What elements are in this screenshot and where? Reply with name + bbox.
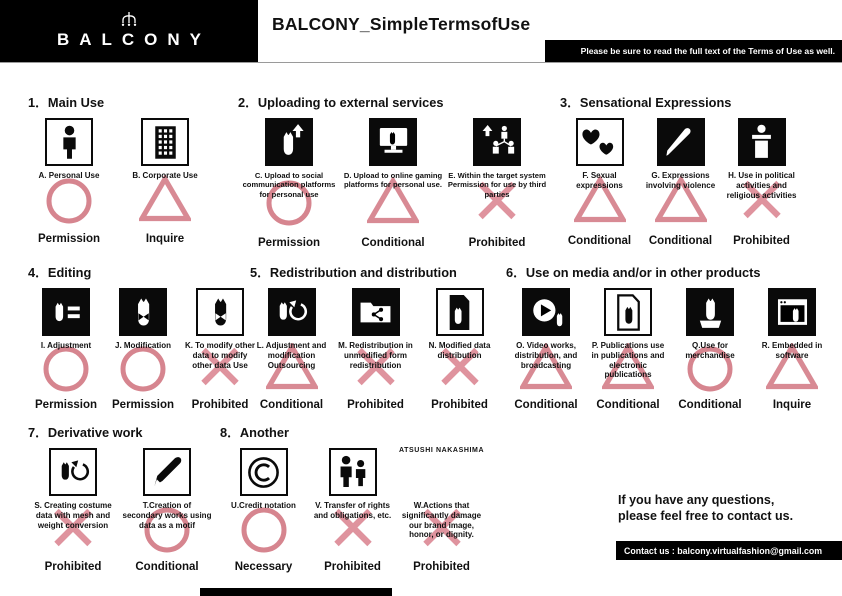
item-label: Q.Use for merchandise [685, 341, 735, 360]
section-2 [238, 92, 550, 249]
item-label: L. Adjustment and modification Outsourcing [256, 341, 327, 370]
section-title: 8．Another [220, 425, 289, 440]
item-label: F. Sexual expressions [576, 171, 623, 190]
status-label: Permission [258, 237, 320, 249]
item-label: E. Within the target system Permission for use by third parties [447, 171, 547, 199]
term-item-V [309, 448, 396, 573]
monitor-cat-icon [369, 118, 417, 166]
item-label: G. Expressions involving violence [645, 171, 716, 190]
status-label: Prohibited [468, 237, 526, 249]
item-label: C. Upload to social communication platforms for personal use [242, 171, 336, 199]
term-item-E [446, 118, 548, 249]
section-title: 1．Main Use [28, 95, 105, 110]
status-label: Conditional [678, 399, 742, 411]
status-label: Conditional [259, 399, 324, 411]
people-icon [329, 448, 377, 496]
item-label: W.Actions that significantly damage our brand image, honor, or dignity. [401, 501, 482, 540]
section-title: 2．Uploading to external services [238, 95, 444, 110]
term-item-M [334, 288, 417, 411]
status-label: Prohibited [191, 399, 249, 411]
term-item-P [588, 288, 668, 411]
cat-bow-dark-icon [119, 288, 167, 336]
item-label: T.Creation of secondary works using data as a motif [122, 501, 212, 530]
item-label: V. Transfer of rights and obligations, etc. [313, 501, 392, 520]
term-item-N [418, 288, 501, 411]
item-label: R. Embedded in software [761, 341, 823, 360]
cat-recycle-dark-icon [268, 288, 316, 336]
contact-block [618, 492, 793, 525]
doc-cat-light-icon [436, 288, 484, 336]
status-label: Conditional [596, 399, 660, 411]
window-cat-icon [768, 288, 816, 336]
credit-text: ATSUSHI NAKASHIMA [399, 447, 485, 454]
status-label: Conditional [135, 561, 199, 573]
status-label: Conditional [361, 237, 425, 249]
status-label: Inquire [145, 233, 185, 245]
bottom-accent-bar [200, 588, 392, 596]
section-title: 7．Derivative work [28, 425, 143, 440]
item-label: N. Modified data distribution [428, 341, 491, 360]
doc-cat-outline-icon [604, 288, 652, 336]
cat-bow-light-icon [196, 288, 244, 336]
item-label: H. Use in political activities and religious activities [726, 171, 797, 200]
term-item-O [506, 288, 586, 411]
header-notice-bar [545, 40, 842, 62]
section-5 [250, 262, 502, 411]
knife-icon [657, 118, 705, 166]
person-icon [45, 118, 93, 166]
status-label: Conditional [567, 235, 632, 247]
contact-email-bar: Contact us : balcony.virtualfashion@gmail.com [616, 541, 842, 560]
term-item-A [28, 118, 110, 245]
status-label: Prohibited [347, 399, 404, 411]
cat-equals-icon [42, 288, 90, 336]
video-cat-icon [522, 288, 570, 336]
status-label: Necessary [234, 561, 293, 573]
status-label: Prohibited [324, 561, 381, 573]
status-label: Permission [38, 233, 100, 245]
item-label: S. Creating costume data with mesh and weight conversion [34, 501, 112, 530]
status-label: Conditional [648, 235, 713, 247]
term-item-Q [670, 288, 750, 411]
status-label: Prohibited [733, 235, 790, 247]
term-item-H [722, 118, 801, 247]
page-title: BALCONY_SimpleTermsofUse [272, 14, 531, 34]
term-item-F [560, 118, 639, 247]
icon-spacer [418, 448, 466, 496]
item-label: D. Upload to online gaming platforms for personal use. [343, 171, 443, 190]
section-title: 5．Redistribution and distribution [250, 265, 457, 280]
term-item-L [250, 288, 333, 411]
hearts-icon [576, 118, 624, 166]
balcony-logo [0, 0, 258, 62]
section-6 [506, 262, 834, 411]
item-label: U.Credit notation [231, 501, 296, 510]
balcony-emblem-icon [117, 12, 141, 27]
brush-icon [143, 448, 191, 496]
item-label: A. Personal Use [38, 171, 100, 180]
term-item-S [28, 448, 118, 573]
status-label: Permission [112, 399, 174, 411]
status-label: Prohibited [413, 561, 470, 573]
network-upload-icon [473, 118, 521, 166]
term-item-G [641, 118, 720, 247]
cat-recycle-light-icon [49, 448, 97, 496]
section-1 [28, 92, 220, 245]
status-label: Inquire [772, 399, 812, 411]
item-label: B. Corporate Use [132, 171, 198, 180]
podium-icon [738, 118, 786, 166]
status-label: Prohibited [431, 399, 488, 411]
item-label: K. To modify other data to modify other data Use [184, 341, 256, 370]
term-item-W [398, 448, 485, 573]
term-item-K [182, 288, 258, 411]
section-title: 4．Editing [28, 265, 92, 280]
item-label: J. Modification [115, 341, 171, 350]
pedestal-cat-icon [686, 288, 734, 336]
cat-upload-icon [265, 118, 313, 166]
term-item-U [220, 448, 307, 573]
item-label: P. Publications use in publications and electronic publications [591, 341, 665, 380]
term-item-T [122, 448, 212, 573]
section-title: 3．Sensational Expressions [560, 95, 732, 110]
status-label: Conditional [514, 399, 578, 411]
item-label: M. Redistribution in unmodified form redistribution [338, 341, 413, 370]
term-item-I [28, 288, 104, 411]
section-7 [28, 422, 216, 573]
header-divider [0, 62, 842, 63]
section-8 [220, 422, 487, 573]
status-label: Permission [35, 399, 97, 411]
folder-share-icon [352, 288, 400, 336]
building-icon [141, 118, 189, 166]
item-label: I. Adjustment [40, 341, 92, 350]
term-item-D [342, 118, 444, 249]
section-title: 6．Use on media and/or in other products [506, 265, 761, 280]
term-item-J [105, 288, 181, 411]
section-3 [560, 92, 803, 247]
logo-text: BALCONY [56, 30, 212, 49]
term-item-R [752, 288, 832, 411]
copyright-icon [240, 448, 288, 496]
item-label: O. Video works, distribution, and broadcasting [514, 341, 578, 370]
contact-line-1: If you have any questions, [618, 493, 775, 507]
header-notice-text: Please be sure to read the full text of the Terms of Use as well. [580, 46, 835, 56]
status-label: Prohibited [44, 561, 102, 573]
section-4 [28, 262, 259, 411]
contact-line-2: please feel free to contact us. [618, 509, 794, 524]
term-item-B [124, 118, 206, 245]
term-item-C [238, 118, 340, 249]
